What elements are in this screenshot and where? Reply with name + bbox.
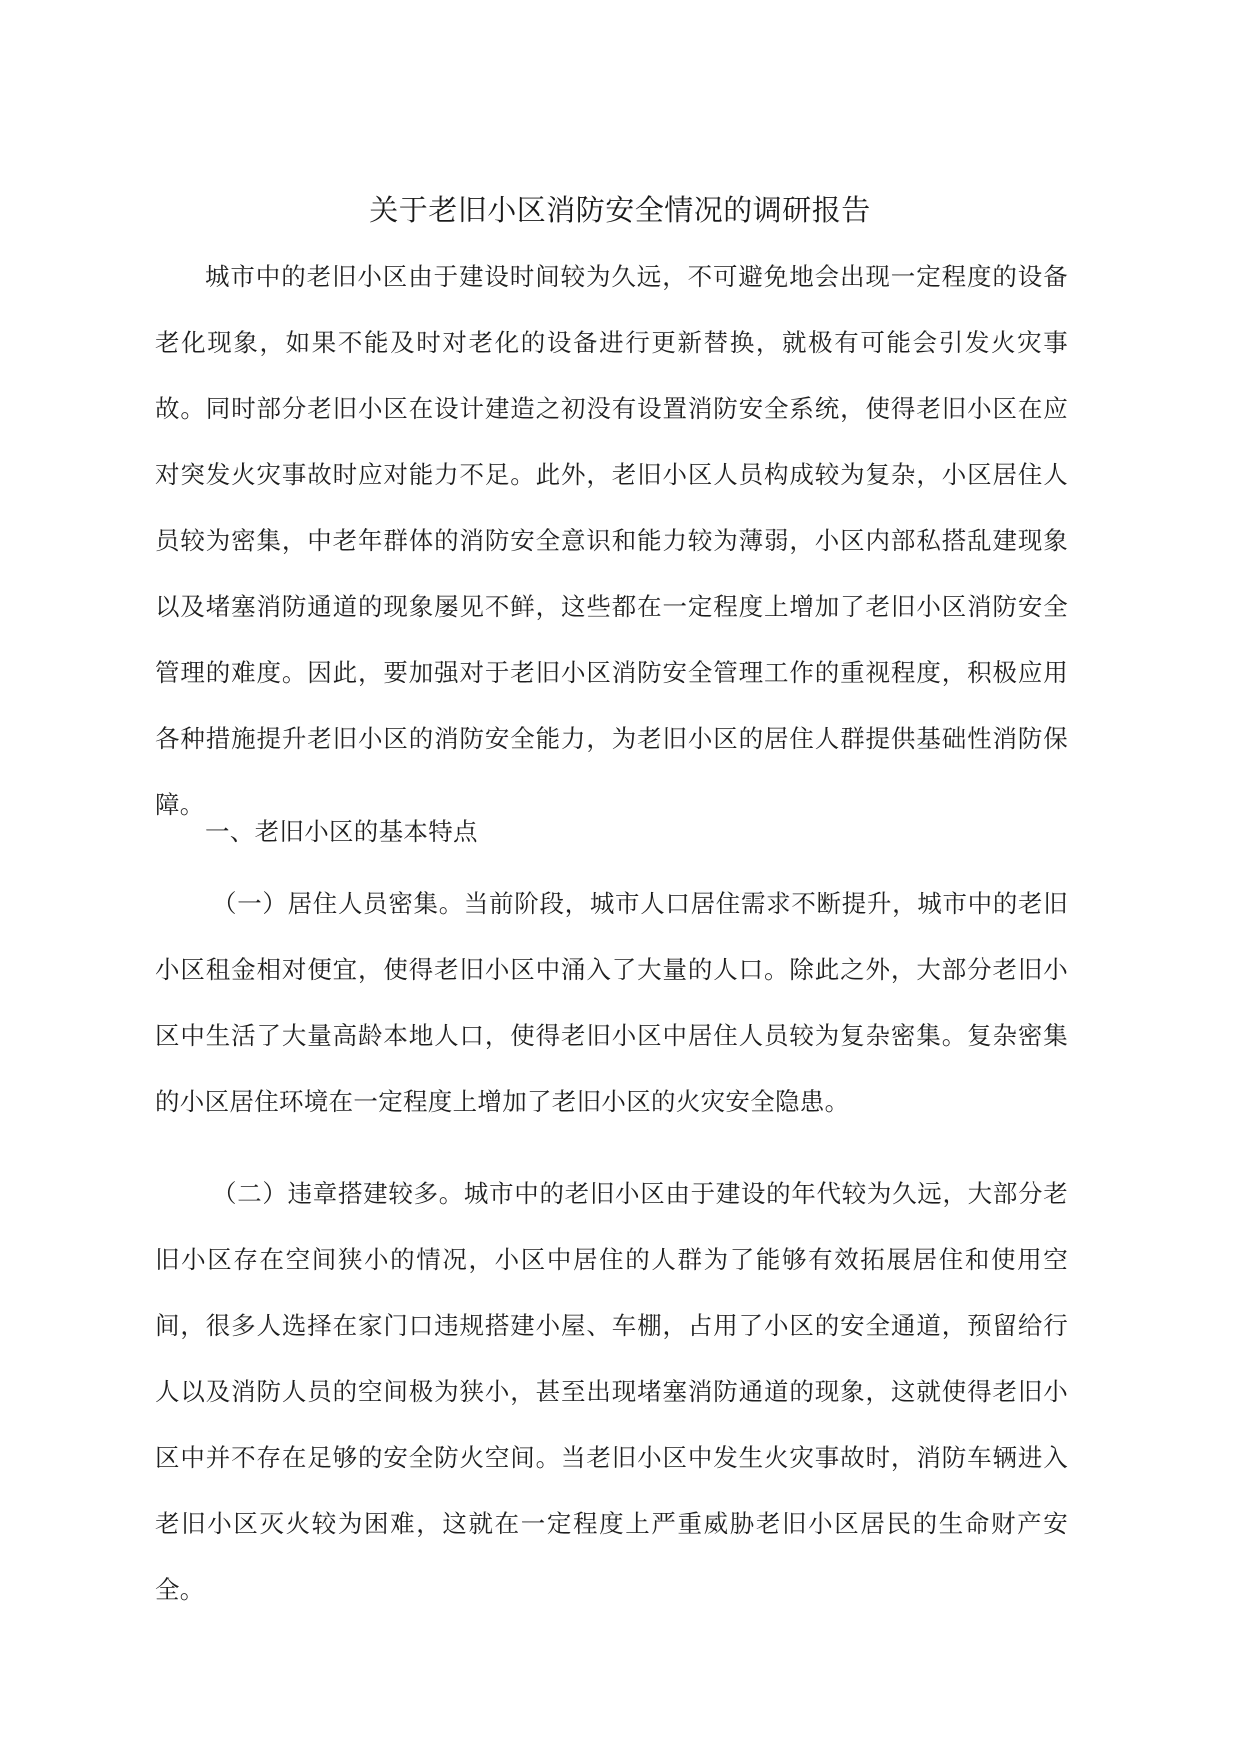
document-title: 关于老旧小区消防安全情况的调研报告 [369, 193, 871, 227]
intro-paragraph: 城市中的老旧小区由于建设时间较为久远，不可避免地会出现一定程度的设备老化现象，如果不能及时对老化的设备进行更新替换，就极有可能会引发火灾事故。同时部分老旧小区在设计建造之初没有设置消防安全系统，使得老旧小区在应对突发火灾事故时应对能力不足。此外，老旧小区人员构成较为复杂，小区居住人员较为密集，中老年群体的消防安全意识和能力较为薄弱，小区内部私搭乱建现象以及堵塞消防通道的现象屡见不鲜，这些都在一定程度上增加了老旧小区消防安全管理的难度。因此，要加强对于老旧小区消防安全管理工作的重视程度，积极应用各种措施提升老旧小区的消防安全能力，为老旧小区的居住人群提供基础性消防保障。 [155, 262, 1068, 819]
point-one-paragraph: （一）居住人员密集。当前阶段，城市人口居住需求不断提升，城市中的老旧小区租金相对便宜，使得老旧小区中涌入了大量的人口。除此之外，大部分老旧小区中生活了大量高龄本地人口，使得老旧小区中居住人员较为复杂密集。复杂密集的小区居住环境在一定程度上增加了老旧小区的火灾安全隐患。 [155, 889, 1068, 1116]
point-two-paragraph: （二）违章搭建较多。城市中的老旧小区由于建设的年代较为久远，大部分老旧小区存在空间狭小的情况，小区中居住的人群为了能够有效拓展居住和使用空间，很多人选择在家门口违规搭建小屋、车棚，占用了小区的安全通道，预留给行人以及消防人员的空间极为狭小，甚至出现堵塞消防通道的现象，这就使得老旧小区中并不存在足够的安全防火空间。当老旧小区中发生火灾事故时，消防车辆进入老旧小区灭火较为困难，这就在一定程度上严重威胁老旧小区居民的生命财产安全。 [155, 1179, 1068, 1604]
section-heading: 一、老旧小区的基本特点 [205, 817, 478, 846]
